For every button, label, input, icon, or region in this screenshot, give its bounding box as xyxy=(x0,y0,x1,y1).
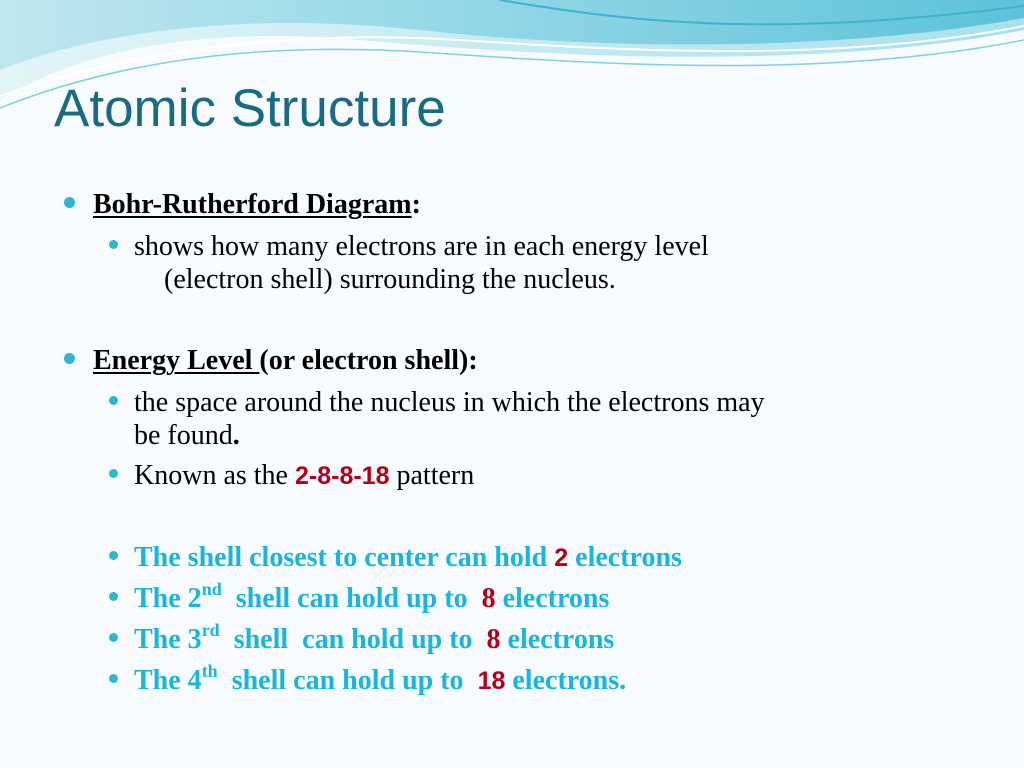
energy-desc-line2-text: be found xyxy=(134,420,233,451)
sub-bullet-dot-icon xyxy=(109,633,118,642)
shell-1-capacity xyxy=(134,541,682,575)
sub-bullet-dot-icon xyxy=(109,396,118,405)
bohr-term: Bohr-Rutherford Diagram xyxy=(93,189,412,220)
bullet-dot-icon xyxy=(64,353,75,364)
shell-3-sup: rd xyxy=(201,619,220,640)
pattern-number: 2-8-8-18 xyxy=(294,462,390,490)
sub-bullet-dot-icon xyxy=(109,592,118,601)
shell-1-number: 2 xyxy=(554,544,569,572)
shell-3-pre: The 3 xyxy=(134,624,202,655)
bohr-colon: : xyxy=(411,189,421,220)
shell-4-mid: shell can hold up to xyxy=(217,665,478,696)
sub-bullet-dot-icon xyxy=(109,674,118,683)
shell-2-capacity xyxy=(134,578,610,615)
shell-2-number: 8 xyxy=(481,583,496,614)
energy-term: Energy Level xyxy=(93,345,260,376)
shell-1-pre: The shell closest to center can hold xyxy=(134,542,555,573)
energy-level-heading xyxy=(93,345,478,377)
shell-2-sup: nd xyxy=(201,578,222,599)
shell-3-mid: shell can hold up to xyxy=(219,624,487,655)
shell-4-number: 18 xyxy=(477,667,506,695)
sub-bullet-dot-icon xyxy=(109,551,118,560)
shell-3-number: 8 xyxy=(486,624,501,655)
bohr-description-line1: shows how many electrons are in each energy level xyxy=(134,231,709,262)
shell-1-post: electrons xyxy=(568,542,682,573)
shell-4-capacity xyxy=(134,660,627,698)
energy-rest: (or electron shell): xyxy=(259,345,478,376)
bullet-dot-icon xyxy=(64,197,75,208)
sub-bullet-dot-icon xyxy=(109,469,118,478)
shell-2-pre: The 2 xyxy=(134,583,202,614)
shell-4-sup: th xyxy=(201,660,218,681)
shell-2-mid: shell can hold up to xyxy=(221,583,482,614)
energy-description-line1: the space around the nucleus in which the electrons may xyxy=(134,387,765,418)
shell-3-capacity xyxy=(134,619,615,656)
shell-2-post: electrons xyxy=(495,583,610,614)
shell-3-post: electrons xyxy=(500,624,615,655)
sub-bullet-dot-icon xyxy=(109,240,118,249)
slide-title: Atomic Structure xyxy=(54,79,446,138)
shell-4-post: electrons. xyxy=(505,665,627,696)
known-as-pattern xyxy=(134,459,474,493)
energy-description-line2 xyxy=(134,419,240,452)
known-pre: Known as the xyxy=(134,460,295,491)
energy-desc-period: . xyxy=(232,420,240,451)
known-post: pattern xyxy=(389,460,475,491)
shell-4-pre: The 4 xyxy=(134,665,202,696)
bohr-diagram-heading xyxy=(93,189,421,221)
bohr-description-line2: (electron shell) surrounding the nucleus. xyxy=(164,264,616,295)
